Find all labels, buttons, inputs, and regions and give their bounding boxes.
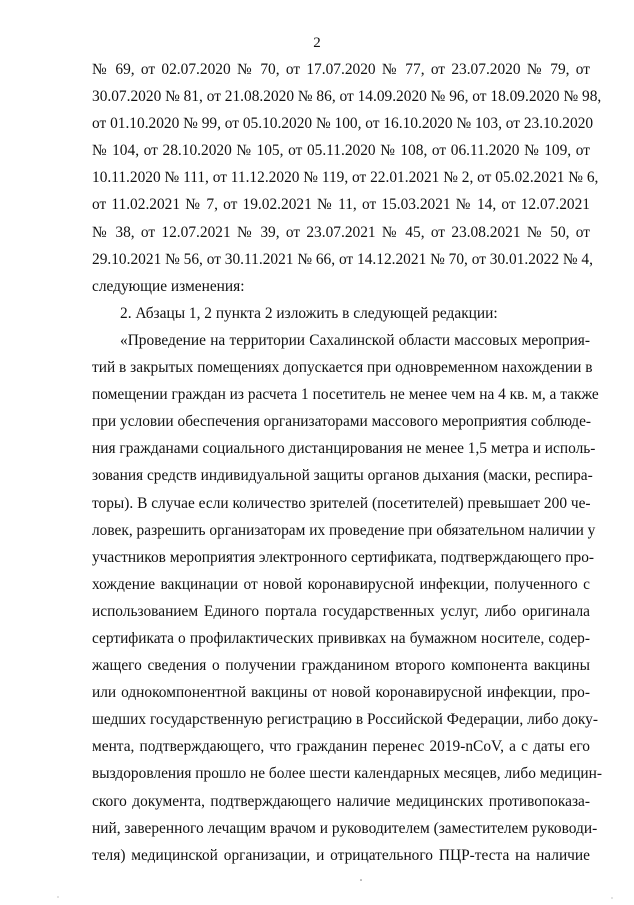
text-line: теля) медицинской организации, и отрицательного ПЦР-теста на наличие <box>92 846 590 864</box>
text-line: № 69, от 02.07.2020 № 70, от 17.07.2020 № 77, от 23.07.2020 № 79, от <box>92 61 590 78</box>
page-number: 2 <box>313 35 321 51</box>
text-line: 10.11.2020 № 111, от 11.12.2020 № 119, от 22.01.2021 № 2, от 05.02.2021 № 6, <box>92 169 599 187</box>
document-body <box>92 56 603 869</box>
text-line: выздоровления прошло не более шести календарных месяцев, либо медицин- <box>92 765 603 783</box>
text-line: ского документа, подтверждающего наличие медицинских противопоказа- <box>92 792 590 810</box>
text-line: торы). В случае если количество зрителей (посетителей) превышает 200 че- <box>92 494 591 512</box>
item-2-paragraph <box>92 300 590 327</box>
text-line: использованием Единого портала государственных услуг, либо оригинала <box>92 602 590 620</box>
text-line: от 11.02.2021 № 7, от 19.02.2021 № 11, от 15.03.2021 № 14, от 12.07.2021 <box>92 196 590 214</box>
text-line: сертификата о профилактических прививках на бумажном носителе, содер- <box>92 629 590 647</box>
text-line: при условии обеспечения организаторами массового мероприятия соблюде- <box>92 413 592 431</box>
text-line: № 38, от 12.07.2021 № 39, от 23.07.2021 № 45, от 23.08.2021 № 50, от <box>92 223 590 241</box>
text-line: 29.10.2021 № 56, от 30.11.2021 № 66, от 14.12.2021 № 70, от 30.01.2022 № 4, <box>92 250 593 268</box>
text-line: зования средств индивидуальной защиты органов дыхания (маски, респира- <box>92 467 593 485</box>
text-line: от 01.10.2020 № 99, от 05.10.2020 № 100, от 16.10.2020 № 103, от 23.10.2020 <box>92 115 594 133</box>
text-line: тий в закрытых помещениях допускается при одновременном нахождении в <box>92 359 593 377</box>
text-line: 30.07.2020 № 81, от 21.08.2020 № 86, от 14.09.2020 № 96, от 18.09.2020 № 98, <box>92 88 602 106</box>
quoted-paragraph <box>92 327 603 869</box>
text-line: «Проведение на территории Сахалинской области массовых мероприя- <box>120 331 590 349</box>
text-line: шедших государственную регистрацию в Российской Федерации, либо доку- <box>92 711 598 729</box>
text-line: хождение вакцинации от новой коронавирусной инфекции, полученного с <box>92 575 590 593</box>
text-line: жащего сведения о получении гражданином второго компонента вакцины <box>92 657 590 675</box>
text-line: или однокомпонентной вакцины от новой коронавирусной инфекции, про- <box>92 684 590 702</box>
text-line: № 104, от 28.10.2020 № 105, от 05.11.2020 № 108, от 06.11.2020 № 109, от <box>92 142 590 160</box>
text-line: ловек, разрешить организаторам их проведение при обязательном наличии у <box>92 521 596 539</box>
paragraph-continuation <box>92 56 602 300</box>
text-line: следующие изменения: <box>92 277 245 295</box>
text-line: мента, подтверждающего, что гражданин перенес 2019-nCoV, а с даты его <box>92 738 590 756</box>
text-line: помещении граждан из расчета 1 посетитель не менее чем на 4 кв. м, а также <box>92 386 599 404</box>
text-line: ний, заверенного лечащим врачом и руководителем (заместителем руководи- <box>92 819 598 837</box>
text-line: участников мероприятия электронного сертификата, подтверждающего про- <box>92 548 595 566</box>
item-2-text: 2. Абзацы 1, 2 пункта 2 изложить в следующей редакции: <box>120 304 498 322</box>
text-line: ния гражданами социального дистанцирования не менее 1,5 метра и исполь- <box>92 440 596 458</box>
